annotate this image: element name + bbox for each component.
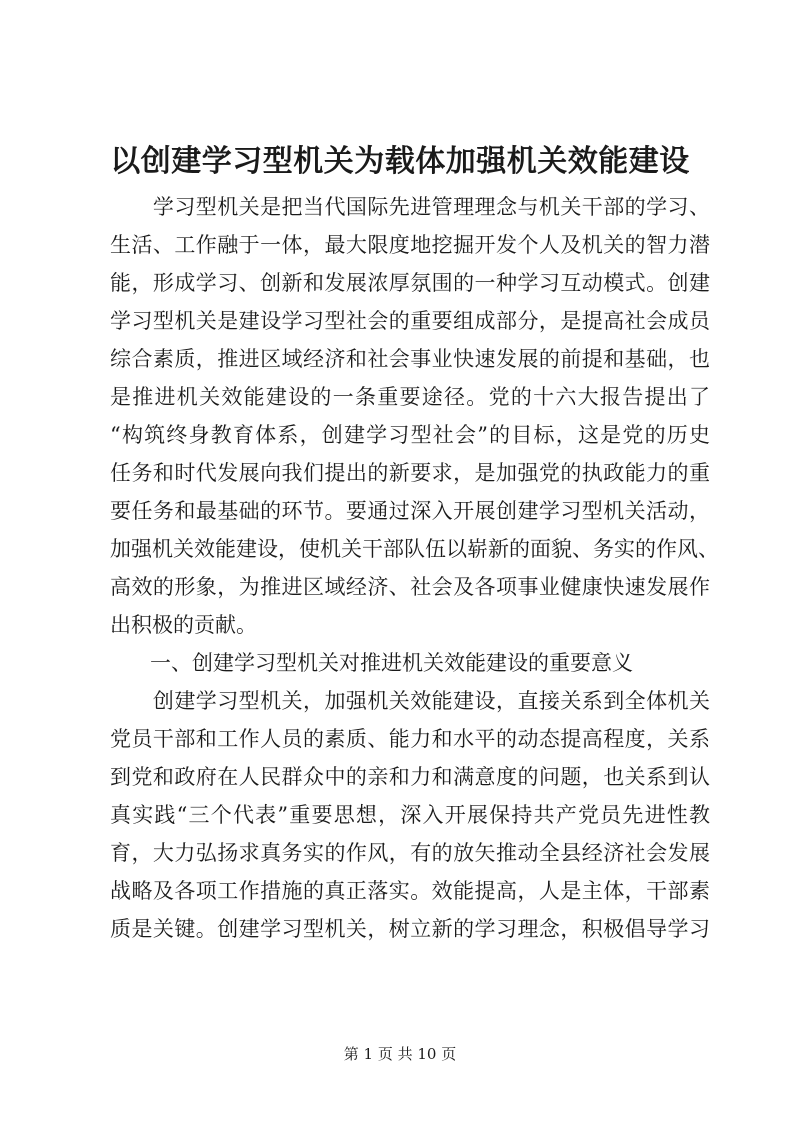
- body-line: “构筑终身教育体系，创建学习型社会”的目标，这是党的历史: [110, 423, 710, 447]
- body-line: 出积极的贡献。: [110, 613, 257, 637]
- body-line: 质是关键。创建学习型机关，树立新的学习理念，积极倡导学习: [110, 917, 710, 941]
- body-line: 育，大力弘扬求真务实的作风，有的放矢推动全县经济社会发展: [110, 841, 710, 865]
- body-line: 战略及各项工作措施的真正落实。效能提高，人是主体，干部素: [110, 879, 710, 903]
- body-line: 创建学习型机关，加强机关效能建设，直接关系到全体机关: [110, 689, 710, 713]
- page-footer: 第 1 页 共 10 页: [343, 1045, 457, 1063]
- body-line: 生活、工作融于一体，最大限度地挖掘开发个人及机关的智力潜: [110, 233, 710, 257]
- body-line: 到党和政府在人民群众中的亲和力和满意度的问题，也关系到认: [110, 765, 710, 789]
- body-line: 能，形成学习、创新和发展浓厚氛围的一种学习互动模式。创建: [110, 271, 710, 295]
- section-heading: 一、创建学习型机关对推进机关效能建设的重要意义: [150, 651, 633, 675]
- body-line: 综合素质，推进区域经济和社会事业快速发展的前提和基础，也: [110, 347, 710, 371]
- body-line: 学习型机关是把当代国际先进管理理念与机关干部的学习、: [110, 195, 710, 219]
- body-line: 党员干部和工作人员的素质、能力和水平的动态提高程度，关系: [110, 727, 710, 751]
- body-line: 真实践“三个代表”重要思想，深入开展保持共产党员先进性教: [110, 803, 710, 827]
- body-line: 是推进机关效能建设的一条重要途径。党的十六大报告提出了: [110, 385, 710, 409]
- document-title: 以创建学习型机关为载体加强机关效能建设: [110, 144, 690, 179]
- body-line: 学习型机关是建设学习型社会的重要组成部分，是提高社会成员: [110, 309, 710, 333]
- body-line: 加强机关效能建设，使机关干部队伍以崭新的面貌、务实的作风、: [110, 537, 719, 561]
- body-line: 高效的形象，为推进区域经济、社会及各项事业健康快速发展作: [110, 575, 710, 599]
- body-line: 任务和时代发展向我们提出的新要求，是加强党的执政能力的重: [110, 461, 710, 485]
- body-line: 要任务和最基础的环节。要通过深入开展创建学习型机关活动，: [110, 499, 710, 523]
